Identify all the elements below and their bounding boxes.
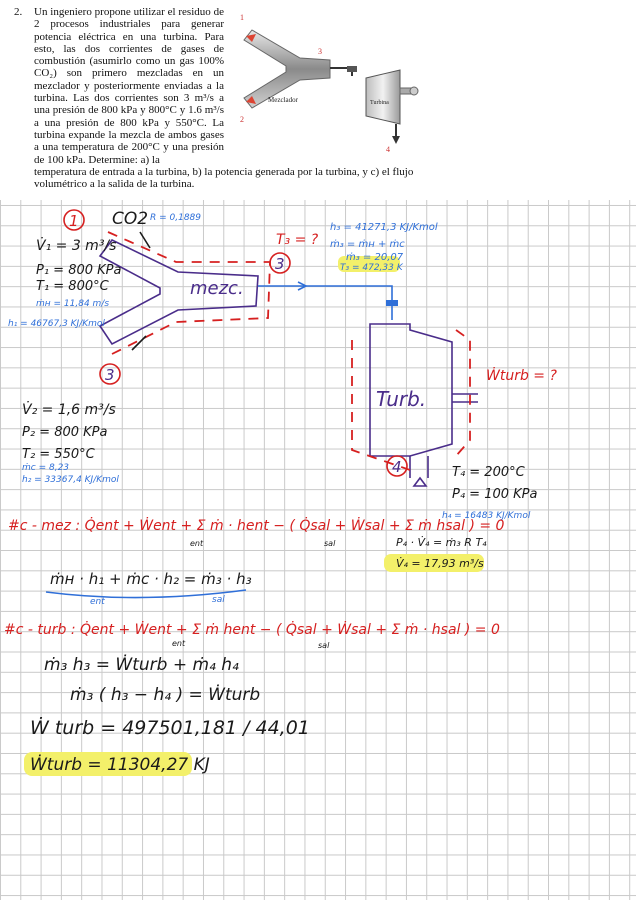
svg-text:4: 4 bbox=[392, 458, 402, 476]
svg-text:ent: ent bbox=[190, 539, 204, 548]
pv4-eq: P₄ · V̇₄ = ṁ₃ R T₄ bbox=[396, 536, 487, 549]
m3-value: ṁ₃ = 20,07 bbox=[346, 252, 404, 263]
svg-text:3: 3 bbox=[105, 366, 115, 384]
ec-mez: #c - mez : Q̇ent + Ẇent + Σ ṁ · hent − ( Q̇sal + Ẇsal + Σ ṁ hsal ) = 0 bbox=[8, 518, 505, 534]
svg-text:3: 3 bbox=[275, 255, 285, 273]
t4: T₄ = 200°C bbox=[452, 465, 525, 480]
ec-turb-2: ṁ₃ h₃ = Ẇturb + ṁ₄ h₄ bbox=[44, 655, 239, 675]
flow-line bbox=[258, 286, 392, 320]
r-constant: R = 0,1889 bbox=[150, 213, 202, 223]
p2: P₂ = 800 KPa bbox=[22, 425, 108, 440]
t1: T₁ = 800°C bbox=[36, 279, 109, 294]
m3-eq: ṁ₃ = ṁн + ṁc bbox=[330, 239, 405, 250]
v4-result: V̇₄ = 17,93 m³/s bbox=[396, 557, 484, 570]
svg-text:3: 3 bbox=[318, 47, 322, 56]
t3-unknown: T₃ = ? bbox=[276, 232, 319, 248]
h1: h₁ = 46767,3 KJ/Kmol bbox=[8, 319, 105, 329]
v1: V̇₁ = 3 m³/s bbox=[36, 238, 117, 254]
p1: P₁ = 800 KPa bbox=[36, 263, 122, 278]
v2: V̇₂ = 1,6 m³/s bbox=[22, 402, 116, 418]
svg-text:sal: sal bbox=[324, 539, 336, 548]
ec-turb-4: Ẇ turb = 497501,181 / 44,01 bbox=[30, 717, 310, 739]
mh: ṁн = 11,84 m/s bbox=[36, 299, 110, 309]
gas-label: CO2 bbox=[112, 209, 149, 229]
h3-value: h₃ = 41271,3 KJ/Kmol bbox=[330, 222, 438, 233]
wturb-unknown: Ẇturb = ? bbox=[486, 368, 557, 384]
svg-text:sal: sal bbox=[318, 641, 330, 650]
svg-text:Mezclador: Mezclador bbox=[268, 96, 298, 104]
svg-text:ent: ent bbox=[172, 639, 186, 648]
t3-value: T₃ = 472,33 K bbox=[340, 263, 403, 273]
problem-text-continued: temperatura de entrada a la turbina, b) la potencia generada por la turbina, y c) el flujo volumétrico a la salida de la turbina. bbox=[34, 166, 414, 191]
problem-text: Un ingeniero propone utilizar el residuo de 2 procesos industriales para generar potencia eléctrica en una turbina. Para esto, las dos corrientes de gases de combustión (asumirlo como un gas 100% CO₂) son primero mezcladas en un mezclador y posteriormente enviadas a la turbina. Las dos corrientes son 3 m³/s a una presión de 800 kPa y 800°C y 1.6 m³/s a una presión de 800 kPa y 550°C. La turbina expande la mezcla de ambos gases a una temperatura de 200°C y una presión de 100 kPa. Determine: a) la bbox=[34, 6, 224, 166]
h4: h₄ = 16483 KJ/Kmol bbox=[442, 511, 531, 521]
svg-text:1: 1 bbox=[240, 13, 244, 22]
svg-text:4: 4 bbox=[386, 145, 390, 154]
ec-mez-balance: ṁн · h₁ + ṁc · h₂ = ṁ₃ · h₃ bbox=[50, 570, 252, 588]
svg-text:1: 1 bbox=[69, 212, 79, 230]
problem-number: 2. bbox=[14, 6, 23, 18]
ec-turb: #c - turb : Q̇ent + Ẇent + Σ ṁ hent − ( Q̇sal + Ẇsal + Σ ṁ · hsal ) = 0 bbox=[4, 622, 500, 638]
t2: T₂ = 550°C bbox=[22, 447, 95, 462]
svg-text:2: 2 bbox=[240, 115, 244, 124]
h2: h₂ = 33367,4 KJ/Kmol bbox=[22, 475, 119, 485]
ec-turb-3: ṁ₃ ( h₃ − h₄ ) = Ẇturb bbox=[70, 685, 261, 705]
svg-text:sal: sal bbox=[212, 595, 225, 605]
svg-text:ent: ent bbox=[90, 597, 105, 607]
result: Ẇturb = 11304,27 KJ bbox=[30, 755, 210, 775]
turbine-label: Turb. bbox=[376, 387, 427, 411]
p4: P₄ = 100 KPa bbox=[452, 487, 538, 502]
mc: ṁc = 8,23 bbox=[22, 463, 70, 473]
svg-text:Turbina: Turbina bbox=[370, 100, 389, 106]
mixer-label: mezc. bbox=[190, 278, 244, 299]
